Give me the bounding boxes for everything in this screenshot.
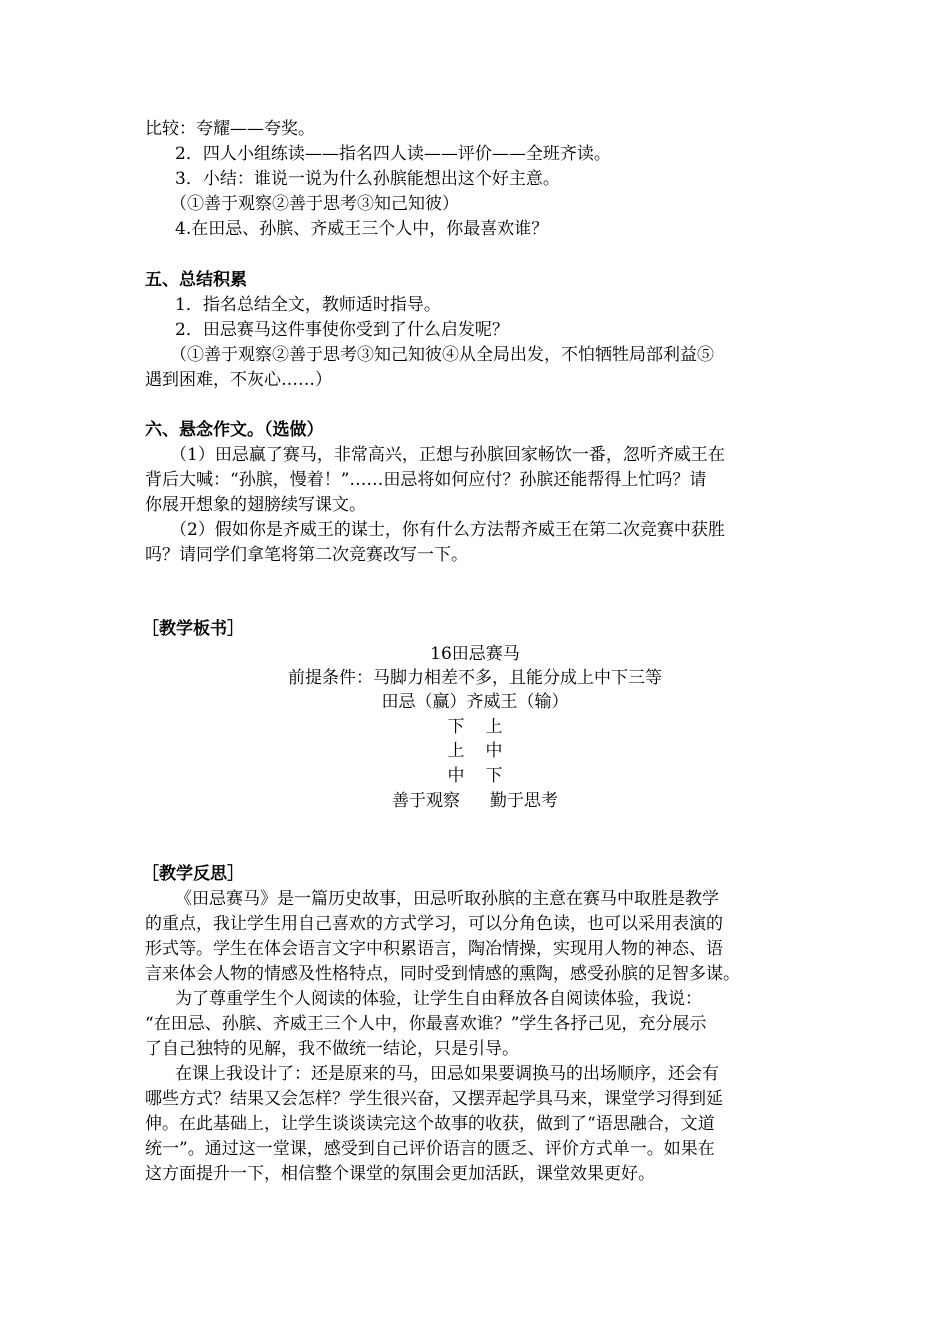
reflection-line: 形式等。学生在体会语言文字中积累语言，陶冶情操，实现用人物的神态、语 xyxy=(145,939,723,959)
board-title: 16田忌赛马 xyxy=(430,644,520,664)
reflection-line: 伸。在此基础上，让学生谈谈读完这个故事的收获，做到了“语思融合，文道 xyxy=(145,1114,715,1134)
board-row-right: 上 xyxy=(485,717,503,737)
text-line: 遇到困难，不灰心……） xyxy=(145,370,332,390)
text-line: 你展开想象的翅膀续写课文。 xyxy=(145,495,366,515)
board-row xyxy=(145,715,805,739)
reflection-line: 为了尊重学生个人阅读的体验，让学生自由释放各自阅读体验，我说： xyxy=(175,989,702,1009)
reflection-heading: ［教学反思］ xyxy=(142,864,244,884)
text-line: 背后大喊：“孙膑，慢着！”……田忌将如何应付？孙膑还能帮得上忙吗？请 xyxy=(145,470,707,490)
text-line: 4.在田忌、孙膑、齐威王三个人中，你最喜欢谁？ xyxy=(175,219,549,239)
board-row-left: 上 xyxy=(447,741,465,761)
reflection-line: 《田忌赛马》是一篇历史故事，田忌听取孙膑的主意在赛马中取胜是教学 xyxy=(175,889,719,909)
text-line: 2．四人小组练读——指名四人读——评价——全班齐读。 xyxy=(175,144,611,164)
text-line: 3．小结：谁说一说为什么孙膑能想出这个好主意。 xyxy=(175,169,560,189)
reflection-line: 这方面提升一下，相信整个课堂的氛围会更加活跃，课堂效果更好。 xyxy=(145,1164,655,1184)
reflection-line: 的重点，我让学生用自己喜欢的方式学习，可以分角色读，也可以采用表演的 xyxy=(145,914,723,934)
text-line: 1．指名总结全文，教师适时指导。 xyxy=(175,295,441,315)
reflection-line: 了自己独特的见解，我不做统一结论，只是引导。 xyxy=(145,1039,519,1059)
reflection-line: 在课上我设计了：还是原来的马，田忌如果要调换马的出场顺序，还会有 xyxy=(175,1064,719,1084)
text-line: （1）田忌赢了赛马，非常高兴，正想与孙膑回家畅饮一番，忽听齐威王在 xyxy=(170,445,725,465)
section-heading-writing: 六、悬念作文。（选做） xyxy=(145,420,324,440)
text-line: （①善于观察②善于思考③知己知彼） xyxy=(170,194,459,214)
board-summary-right: 勤于思考 xyxy=(490,791,558,811)
board-row-right: 中 xyxy=(485,741,503,761)
reflection-line: 言来体会人物的情感及性格特点，同时受到情感的熏陶，感受孙膑的足智多谋。 xyxy=(145,964,740,984)
reflection-line: “在田忌、孙膑、齐威王三个人中，你最喜欢谁？”学生各抒己见，充分展示 xyxy=(145,1014,707,1034)
board-summary xyxy=(145,789,805,813)
reflection-line: 哪些方式？结果又会怎样？学生很兴奋，又摆弄起学具马来，课堂学习得到延 xyxy=(145,1089,723,1109)
text-line: （2）假如你是齐威王的谋士，你有什么方法帮齐威王在第二次竞赛中获胜 xyxy=(170,520,725,540)
board-row xyxy=(145,739,805,763)
text-line: （①善于观察②善于思考③知己知彼④从全局出发，不怕牺牲局部利益⑤ xyxy=(170,345,714,365)
text-line: 吗？请同学们拿笔将第二次竞赛改写一下。 xyxy=(145,545,468,565)
board-row xyxy=(145,764,805,788)
reflection-line: 统一”。通过这一堂课，感受到自己评价语言的匮乏、评价方式单一。如果在 xyxy=(145,1139,715,1159)
text-line: 2．田忌赛马这件事使你受到了什么启发呢？ xyxy=(175,320,509,340)
board-heading: ［教学板书］ xyxy=(142,619,244,639)
board-sides: 田忌（赢）齐威王（输） xyxy=(381,692,569,712)
section-heading-summary: 五、总结积累 xyxy=(145,270,247,290)
board-row-right: 下 xyxy=(485,766,503,786)
board-premise: 前提条件：马脚力相差不多，且能分成上中下三等 xyxy=(288,668,662,688)
board-row-left: 中 xyxy=(447,766,465,786)
text-line: 比较：夸耀——夸奖。 xyxy=(145,119,315,139)
board-summary-left: 善于观察 xyxy=(392,791,460,811)
board-row-left: 下 xyxy=(447,717,465,737)
